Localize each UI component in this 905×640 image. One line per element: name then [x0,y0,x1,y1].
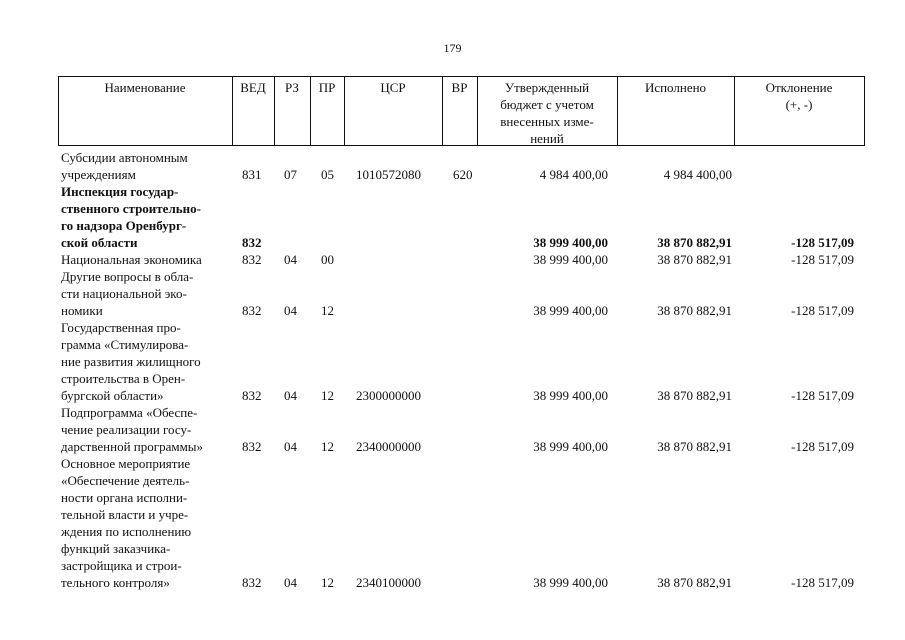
row-ved: 832 [242,303,262,318]
row-pr: 12 [321,575,334,590]
header-divider [864,76,865,146]
row-pr: 05 [321,167,334,182]
row-executed: 4 984 400,00 [663,167,732,182]
header-deviation: Отклонение (+, -) [765,80,833,112]
header-executed: Исполнено [644,80,707,95]
header-rz: РЗ [285,80,299,95]
row-executed: 38 870 882,91 [657,303,732,318]
row-deviation: -128 517,09 [791,575,854,590]
row-rz: 04 [284,303,297,318]
page-number: 179 [443,41,462,55]
row-name: Основное мероприятие «Обеспечение деятель- ности органа исполни- тельной власти и учре- ждения по исполнению функций заказчика- застройщика и строи- тельного контроля» [61,456,192,590]
header-ved: ВЕД [240,80,266,95]
header-name: Наименование [104,80,186,95]
row-ved: 832 [242,235,262,250]
row-csr: 1010572080 [356,167,421,182]
row-executed: 38 870 882,91 [657,575,732,590]
row-deviation: -128 517,09 [791,235,854,250]
header-csr: ЦСР [380,80,406,95]
header-approved: Утвержденный бюджет с учетом внесенных изме- нений [500,80,594,146]
row-ved: 832 [242,439,262,454]
row-approved: 38 999 400,00 [533,575,608,590]
row-csr: 2300000000 [356,388,421,403]
header-top-border [58,76,865,77]
row-rz: 04 [284,575,297,590]
row-executed: 38 870 882,91 [657,439,732,454]
row-pr: 12 [321,303,334,318]
row-name: Субсидии автономным учреждениям [61,150,188,182]
row-executed: 38 870 882,91 [657,388,732,403]
row-executed: 38 870 882,91 [657,252,732,267]
row-executed: 38 870 882,91 [657,235,732,250]
row-pr: 12 [321,439,334,454]
header-pr: ПР [318,80,336,95]
row-name: Подпрограмма «Обеспе- чение реализации госу- дарственной программы» [61,405,204,454]
row-rz: 07 [284,167,297,182]
row-deviation: -128 517,09 [791,252,854,267]
row-ved: 832 [242,252,262,267]
row-approved: 4 984 400,00 [539,167,608,182]
row-name: Государственная про- грамма «Стимулирова- ние развития жилищного строительства в Орен- бургской области» [61,320,201,403]
header-vr: ВР [451,80,468,95]
row-pr: 00 [321,252,334,267]
row-approved: 38 999 400,00 [533,388,608,403]
row-name: Другие вопросы в обла- сти национальной эко- номики [61,269,194,318]
row-vr: 620 [453,167,473,182]
row-ved: 832 [242,575,262,590]
row-deviation: -128 517,09 [791,388,854,403]
row-rz: 04 [284,252,297,267]
row-approved: 38 999 400,00 [533,439,608,454]
row-deviation: -128 517,09 [791,303,854,318]
row-csr: 2340000000 [356,439,421,454]
row-rz: 04 [284,439,297,454]
row-approved: 38 999 400,00 [533,252,608,267]
row-name: Инспекция государ- ственного строительно- го надзора Оренбург- ской области [61,184,201,250]
row-pr: 12 [321,388,334,403]
table-header [58,76,865,146]
row-approved: 38 999 400,00 [533,303,608,318]
row-name: Национальная экономика [61,252,202,267]
header-bottom-border [58,145,865,146]
row-ved: 832 [242,388,262,403]
row-approved: 38 999 400,00 [533,235,608,250]
row-ved: 831 [242,167,262,182]
row-deviation: -128 517,09 [791,439,854,454]
row-csr: 2340100000 [356,575,421,590]
row-rz: 04 [284,388,297,403]
